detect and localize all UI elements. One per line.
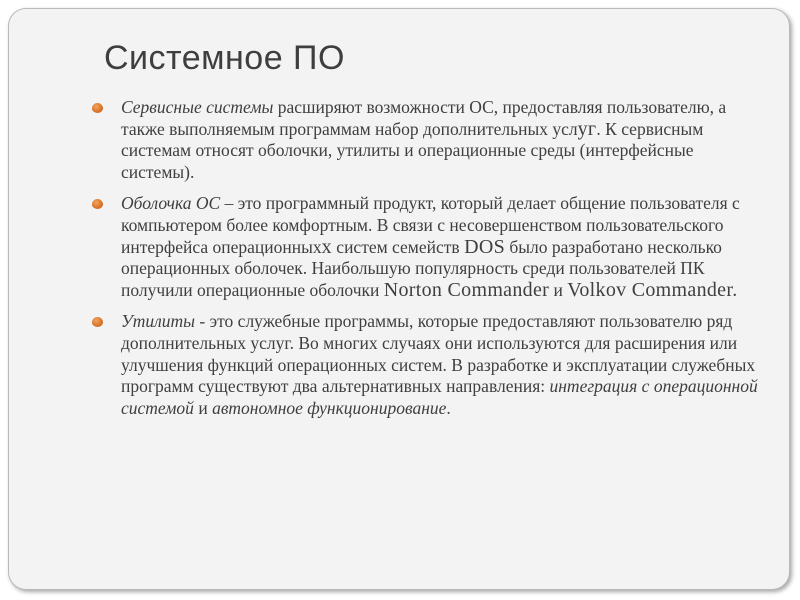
slide [8, 8, 790, 590]
text-part: . [732, 278, 738, 301]
bullet-utilities [91, 311, 771, 419]
text-glyph: х [321, 235, 332, 258]
bullet-os-shell [91, 193, 771, 301]
bullet-text [121, 311, 771, 419]
term-integration: интеграция с операционной системой [121, 376, 758, 418]
bullet-list [91, 97, 771, 429]
norton-commander-label: Norton Commander [383, 278, 550, 301]
bullet-text [121, 97, 771, 183]
text-part: систем семейств [331, 236, 465, 257]
text-part: – это программный продукт, который делает общение пользователя с компьютером более комфортным. В связи с несовершенством пользовательского интерфейса операционных [121, 193, 740, 257]
text-part: и [549, 279, 568, 300]
term-service-systems: Сервисные системы [121, 97, 274, 117]
text-part: расширяют возможности ОС, предоставляя пользователю, а также выполняемым программам набор дополнительных усл [121, 97, 727, 139]
bullet-service-systems [91, 97, 771, 183]
bullet-text [121, 193, 771, 301]
text-part: . К сервисным системам относят оболочки, утилиты и операционные среды (интерфейсные системы). [121, 118, 704, 182]
volkov-commander-label: Volkov Commander [567, 278, 733, 301]
text-part: . [446, 397, 451, 418]
orange-bullet-icon [92, 103, 103, 113]
term-utilities: Утилиты [121, 311, 196, 332]
dos-label: DOS [464, 235, 505, 258]
term-os-shell: Оболочка ОС [121, 193, 221, 214]
slide-title: Системное ПО [104, 39, 345, 77]
text-glyph: уг [577, 117, 597, 140]
text-part: и [193, 397, 213, 418]
orange-bullet-icon [92, 199, 103, 209]
text-part: - это служебные программы, которые предоставляют пользователю ряд дополнительных услуг. Во многих случаях они используются для расширения или улучшения функций операционных систем. В разработке и эксплуатации служебных программ существуют два альтернативных направления: [121, 311, 756, 397]
term-autonomous: автономное функционирование [212, 397, 447, 418]
orange-bullet-icon [92, 317, 103, 327]
text-part: было разработано несколько операционных оболочек. Наибольшую популярность среди пользователей ПК получили операционные оболочки [121, 236, 722, 300]
